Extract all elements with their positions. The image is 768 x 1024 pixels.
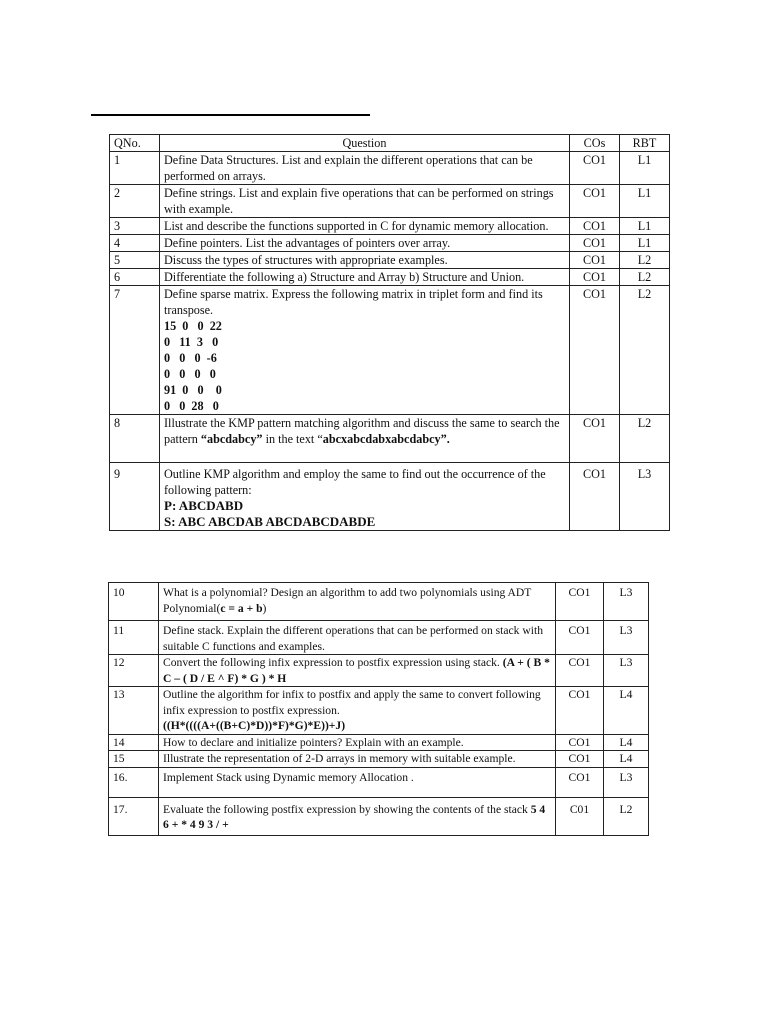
table-row xyxy=(110,415,670,463)
table-row xyxy=(109,797,649,835)
question-text: Define stack. Explain the different operations that can be performed on stack with suitable C functions and examples. xyxy=(159,621,556,655)
table-header-row xyxy=(110,135,670,152)
question-text-mid: in the text “ xyxy=(262,432,323,446)
question-text: Convert the following infix expression to postfix expression using stack. xyxy=(163,656,503,669)
co-cell: CO1 xyxy=(570,235,620,252)
matrix-row: 91 0 0 0 xyxy=(164,383,222,397)
table-row xyxy=(110,185,670,218)
matrix-row: 0 11 3 0 xyxy=(164,335,219,349)
question-text: Define sparse matrix. Express the following matrix in triplet form and find its transpose. xyxy=(164,287,543,317)
rbt-cell: L3 xyxy=(604,583,649,621)
questions-table-2 xyxy=(108,582,649,836)
table-row xyxy=(109,687,649,735)
question-number: 8 xyxy=(110,415,160,463)
question-text: How to declare and initialize pointers? Explain with an example. xyxy=(159,734,556,751)
table-row xyxy=(109,655,649,687)
questions-table-1 xyxy=(109,134,670,531)
rbt-cell: L1 xyxy=(620,152,670,185)
question-text: Outline the algorithm for infix to postfix and apply the same to convert following infix expression to postfix expression. xyxy=(163,688,541,717)
question-number: 14 xyxy=(109,734,159,751)
question-text: Illustrate the representation of 2-D arrays in memory with suitable example. xyxy=(159,751,556,768)
question-text: List and describe the functions supported in C for dynamic memory allocation. xyxy=(160,218,570,235)
pattern-line: P: ABCDABD xyxy=(164,498,244,513)
question-number: 11 xyxy=(109,621,159,655)
question-number: 2 xyxy=(110,185,160,218)
question-formula: c = a + b xyxy=(220,601,263,615)
rbt-cell: L4 xyxy=(604,751,649,768)
infix-expression: (A + ( B * C – ( D / E ^ F) * G ) * H xyxy=(163,656,550,685)
question-number: 12 xyxy=(109,655,159,687)
question-number: 1 xyxy=(110,152,160,185)
header-rule xyxy=(91,114,370,116)
rbt-cell: L4 xyxy=(604,734,649,751)
question-text: Differentiate the following a) Structure and Array b) Structure and Union. xyxy=(160,269,570,286)
rbt-cell: L3 xyxy=(620,463,670,531)
co-cell: C01 xyxy=(556,797,604,835)
question-number: 16. xyxy=(109,767,159,797)
co-cell: CO1 xyxy=(556,767,604,797)
co-cell: CO1 xyxy=(570,185,620,218)
question-number: 9 xyxy=(110,463,160,531)
rbt-cell: L1 xyxy=(620,235,670,252)
rbt-cell: L2 xyxy=(620,252,670,269)
co-cell: CO1 xyxy=(556,687,604,735)
rbt-cell: L2 xyxy=(620,269,670,286)
question-number: 7 xyxy=(110,286,160,415)
co-cell: CO1 xyxy=(570,415,620,463)
table-row xyxy=(109,621,649,655)
co-cell: CO1 xyxy=(570,252,620,269)
question-cell xyxy=(159,655,556,687)
co-cell: CO1 xyxy=(570,218,620,235)
rbt-cell: L2 xyxy=(620,286,670,415)
table-row xyxy=(110,463,670,531)
header-question: Question xyxy=(160,135,570,152)
question-cell xyxy=(160,463,570,531)
question-number: 13 xyxy=(109,687,159,735)
rbt-cell: L4 xyxy=(604,687,649,735)
question-text: Illustrate the KMP pattern matching algorithm and discuss the same to search the pattern xyxy=(164,416,560,446)
question-text: Define Data Structures. List and explain the different operations that can be performed on arrays. xyxy=(160,152,570,185)
co-cell: CO1 xyxy=(556,655,604,687)
rbt-cell: L1 xyxy=(620,185,670,218)
postfix-expression: 5 4 6 + * 4 9 3 / + xyxy=(163,802,546,831)
question-text: Discuss the types of structures with appropriate examples. xyxy=(160,252,570,269)
header-cos: COs xyxy=(570,135,620,152)
question-number: 10 xyxy=(109,583,159,621)
question-number: 5 xyxy=(110,252,160,269)
matrix-row: 15 0 0 22 xyxy=(164,319,222,333)
question-text-end: ) xyxy=(262,601,267,615)
question-text: Outline KMP algorithm and employ the same to find out the occurrence of the following pattern: xyxy=(164,467,546,497)
rbt-cell: L2 xyxy=(604,797,649,835)
table-row xyxy=(110,269,670,286)
co-cell: CO1 xyxy=(556,734,604,751)
rbt-cell: L3 xyxy=(604,621,649,655)
table-row xyxy=(109,751,649,768)
search-pattern: “abcdabcy” xyxy=(200,432,263,446)
table-row xyxy=(110,152,670,185)
question-text: What is a polynomial? Design an algorithm to add two polynomials using ADT Polynomial( xyxy=(163,586,532,615)
header-rbt: RBT xyxy=(620,135,670,152)
co-cell: CO1 xyxy=(570,152,620,185)
question-cell xyxy=(160,415,570,463)
co-cell: CO1 xyxy=(570,269,620,286)
search-text: abcxabcdabxabcdabcy”. xyxy=(322,432,450,446)
rbt-cell: L3 xyxy=(604,767,649,797)
question-text: Evaluate the following postfix expression by showing the contents of the stack xyxy=(163,802,531,816)
header-qno: QNo. xyxy=(110,135,160,152)
table-row xyxy=(110,286,670,415)
infix-expression: ((H*((((A+((B+C)*D))*F)*G)*E))+J) xyxy=(163,719,346,732)
table-row xyxy=(109,583,649,621)
question-text: Define strings. List and explain five operations that can be performed on strings with example. xyxy=(160,185,570,218)
table-row xyxy=(110,235,670,252)
question-number: 17. xyxy=(109,797,159,835)
question-number: 6 xyxy=(110,269,160,286)
rbt-cell: L2 xyxy=(620,415,670,463)
matrix-row: 0 0 28 0 xyxy=(164,399,219,413)
table-row xyxy=(109,767,649,797)
question-number: 4 xyxy=(110,235,160,252)
co-cell: CO1 xyxy=(556,751,604,768)
question-cell xyxy=(159,687,556,735)
table-row xyxy=(110,218,670,235)
matrix-row: 0 0 0 -6 xyxy=(164,351,217,365)
question-cell xyxy=(159,797,556,835)
co-cell: CO1 xyxy=(570,286,620,415)
co-cell: CO1 xyxy=(556,621,604,655)
text-line: S: ABC ABCDAB ABCDABCDABDE xyxy=(164,514,376,529)
question-cell xyxy=(159,583,556,621)
question-number: 15 xyxy=(109,751,159,768)
table-row xyxy=(109,734,649,751)
rbt-cell: L1 xyxy=(620,218,670,235)
table-row xyxy=(110,252,670,269)
question-cell xyxy=(160,286,570,415)
co-cell: CO1 xyxy=(570,463,620,531)
question-text: Implement Stack using Dynamic memory Allocation . xyxy=(159,767,556,797)
matrix-row: 0 0 0 0 xyxy=(164,367,216,381)
rbt-cell: L3 xyxy=(604,655,649,687)
question-text: Define pointers. List the advantages of pointers over array. xyxy=(160,235,570,252)
co-cell: CO1 xyxy=(556,583,604,621)
question-number: 3 xyxy=(110,218,160,235)
